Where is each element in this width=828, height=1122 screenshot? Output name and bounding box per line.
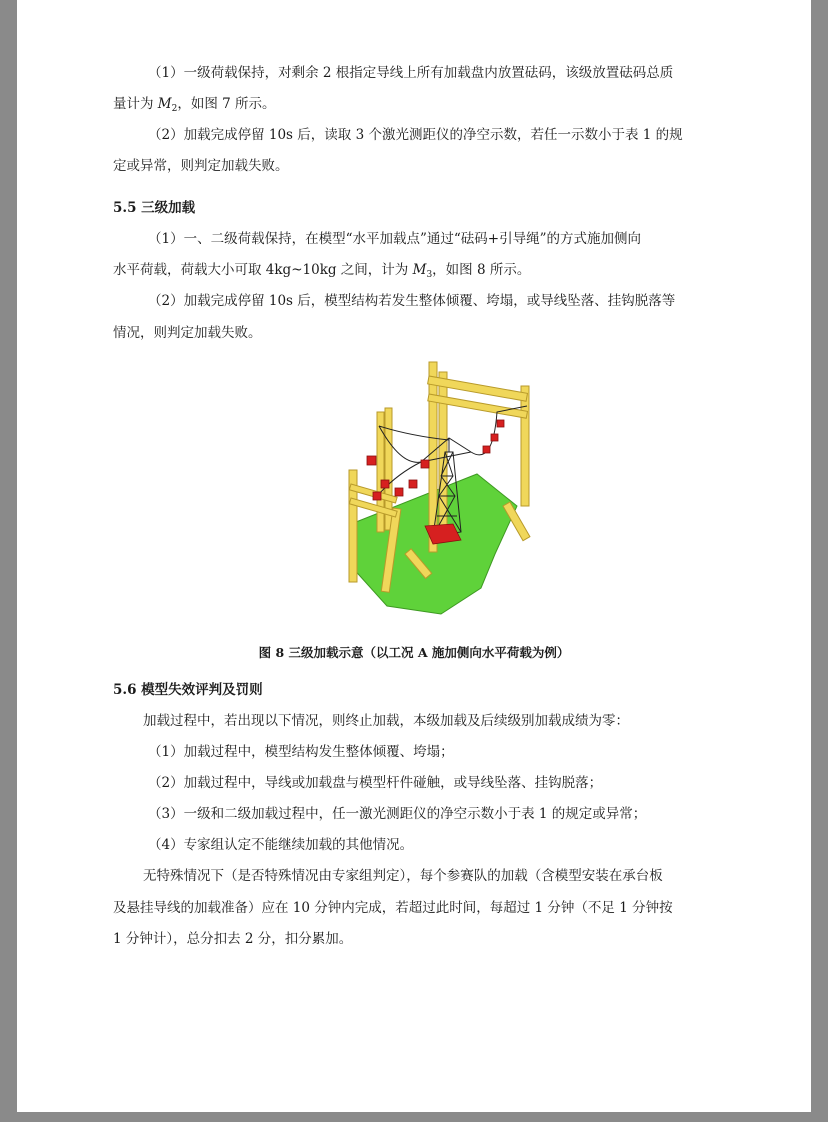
list-item: （1）加载过程中，模型结构发生整体倾覆、垮塌；: [148, 744, 454, 760]
gantry-post: [377, 412, 384, 532]
weight-block: [395, 488, 403, 496]
variable-m: M: [412, 262, 427, 278]
section-heading: 5.5 三级加载: [113, 200, 196, 216]
paragraph-line: 加载过程中，若出现以下情况，则终止加载，本级加载及后续级别加载成绩为零：: [143, 713, 629, 729]
paragraph-line: 及悬挂导线的加载准备）应在 10 分钟内完成，若超过此时间，每超过 1 分钟（不足 1 分钟按: [113, 900, 673, 916]
weight-block: [483, 446, 490, 453]
text-run: ，如图 7 所示。: [177, 96, 276, 112]
paragraph-line: 定或异常，则判定加载失败。: [113, 158, 289, 174]
figure-caption: 图 8 三级加载示意（以工况 A 施加侧向水平荷载为例）: [258, 645, 570, 660]
paragraph-line: （2）加载完成停留 10s 后，读取 3 个激光测距仪的净空示数，若任一示数小于表 1 的规: [148, 127, 683, 143]
loading-model-illustration: [321, 356, 553, 632]
weight-block: [381, 480, 389, 488]
text-run: 水平荷载，荷载大小可取 4kg~10kg 之间，计为: [113, 262, 413, 278]
paragraph-line: [113, 94, 763, 114]
weight-block: [421, 460, 429, 468]
weight-block: [373, 492, 381, 500]
text-run: 量计为: [113, 96, 158, 112]
variable-subscript: 2: [171, 104, 178, 114]
list-item: （3）一级和二级加载过程中，任一激光测距仪的净空示数小于表 1 的规定或异常；: [148, 806, 647, 822]
gantry-post: [429, 362, 437, 552]
text-run: ，如图 8 所示。: [432, 262, 531, 278]
list-item: （2）加载过程中，导线或加载盘与模型杆件碰触，或导线坠落、挂钩脱落；: [148, 775, 603, 791]
paragraph-line: [113, 260, 763, 280]
list-item: （4）专家组认定不能继续加载的其他情况。: [148, 837, 414, 853]
weight-block: [367, 456, 376, 465]
paragraph-line: （1）一级荷载保持，对剩余 2 根指定导线上所有加载盘内放置砝码，该级放置砝码总质: [148, 65, 674, 81]
gantry-post: [521, 386, 529, 506]
weight-block: [491, 434, 498, 441]
paragraph-line: （2）加载完成停留 10s 后，模型结构若发生整体倾覆、垮塌，或导线坠落、挂钩脱落等: [148, 293, 676, 309]
paragraph-line: （1）一、二级荷载保持，在模型“水平加载点”通过“砝码+引导绳”的方式施加侧向: [148, 231, 642, 247]
weight-block: [497, 420, 504, 427]
paragraph-line: 无特殊情况下（是否特殊情况由专家组判定），每个参赛队的加载（含模型安装在承台板: [143, 868, 663, 884]
variable-m: M: [157, 96, 172, 112]
section-heading: 5.6 模型失效评判及罚则: [113, 682, 263, 698]
paragraph-line: 1 分钟计），总分扣去 2 分，扣分累加。: [113, 931, 353, 947]
variable-subscript: 3: [426, 270, 433, 280]
weight-block: [409, 480, 417, 488]
document-page: [17, 0, 811, 1112]
paragraph-line: 情况，则判定加载失败。: [113, 325, 262, 341]
